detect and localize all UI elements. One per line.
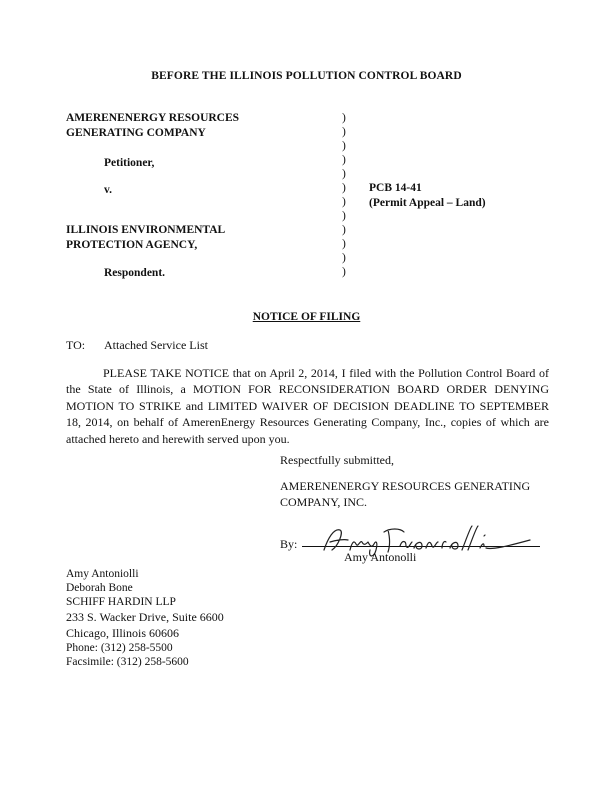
respondent-role: Respondent. — [104, 267, 166, 279]
caption-paren: ) — [342, 112, 346, 124]
petitioner-role: Petitioner, — [104, 157, 155, 169]
company-name-line1: AMERENENERGY RESOURCES GENERATING — [280, 479, 531, 493]
petitioner-name-line2: GENERATING COMPANY — [66, 127, 206, 139]
caption-paren: ) — [342, 196, 346, 208]
case-type: (Permit Appeal – Land) — [369, 197, 486, 209]
caption-paren: ) — [342, 154, 346, 166]
document-heading: BEFORE THE ILLINOIS POLLUTION CONTROL BOARD — [151, 70, 462, 82]
notice-body-text: PLEASE TAKE NOTICE that on April 2, 2014, I filed with the Pollution Control Board of the State of Illinois, a MOTION FOR RECONSIDERATION BOARD ORDER DENYING MOTION TO STRIKE and LIMITED WAIVER OF DECISION DEADLINE TO SEPTEMBER 18, 2014, on behalf of AmerenEnergy Resources Generating Company, Inc., copies of which are attached hereto and herewith served upon you. — [66, 366, 549, 446]
to-label: TO: — [66, 338, 86, 352]
petitioner-name-line1: AMERENENERGY RESOURCES — [66, 112, 240, 124]
caption-paren: ) — [342, 168, 346, 180]
respondent-name-line2: PROTECTION AGENCY, — [66, 239, 198, 251]
by-label: By: — [280, 537, 298, 551]
caption-paren: ) — [342, 210, 346, 222]
counsel-line: Deborah Bone — [66, 582, 133, 594]
caption-paren: ) — [342, 266, 346, 278]
notice-title: NOTICE OF FILING — [252, 311, 361, 323]
counsel-line: Facsimile: (312) 258-5600 — [66, 656, 189, 668]
counsel-line: Phone: (312) 258-5500 — [66, 642, 173, 654]
notice-body — [66, 365, 549, 447]
caption-paren: ) — [342, 140, 346, 152]
caption-paren: ) — [342, 238, 346, 250]
caption-paren: ) — [342, 126, 346, 138]
counsel-line: SCHIFF HARDIN LLP — [66, 596, 176, 608]
counsel-line: Chicago, Illinois 60606 — [66, 626, 179, 640]
counsel-line: 233 S. Wacker Drive, Suite 6600 — [66, 610, 224, 624]
case-number: PCB 14-41 — [369, 182, 422, 194]
counsel-line: Amy Antoniolli — [66, 568, 139, 580]
to-value: Attached Service List — [104, 338, 208, 352]
caption-paren: ) — [342, 252, 346, 264]
respondent-name-line1: ILLINOIS ENVIRONMENTAL — [66, 224, 226, 236]
versus-label: v. — [104, 184, 112, 196]
respectfully-submitted: Respectfully submitted, — [280, 453, 394, 467]
signer-name: Amy Antonolli — [344, 550, 417, 564]
company-name-line2: COMPANY, INC. — [280, 495, 368, 509]
caption-paren: ) — [342, 182, 346, 194]
caption-paren: ) — [342, 224, 346, 236]
